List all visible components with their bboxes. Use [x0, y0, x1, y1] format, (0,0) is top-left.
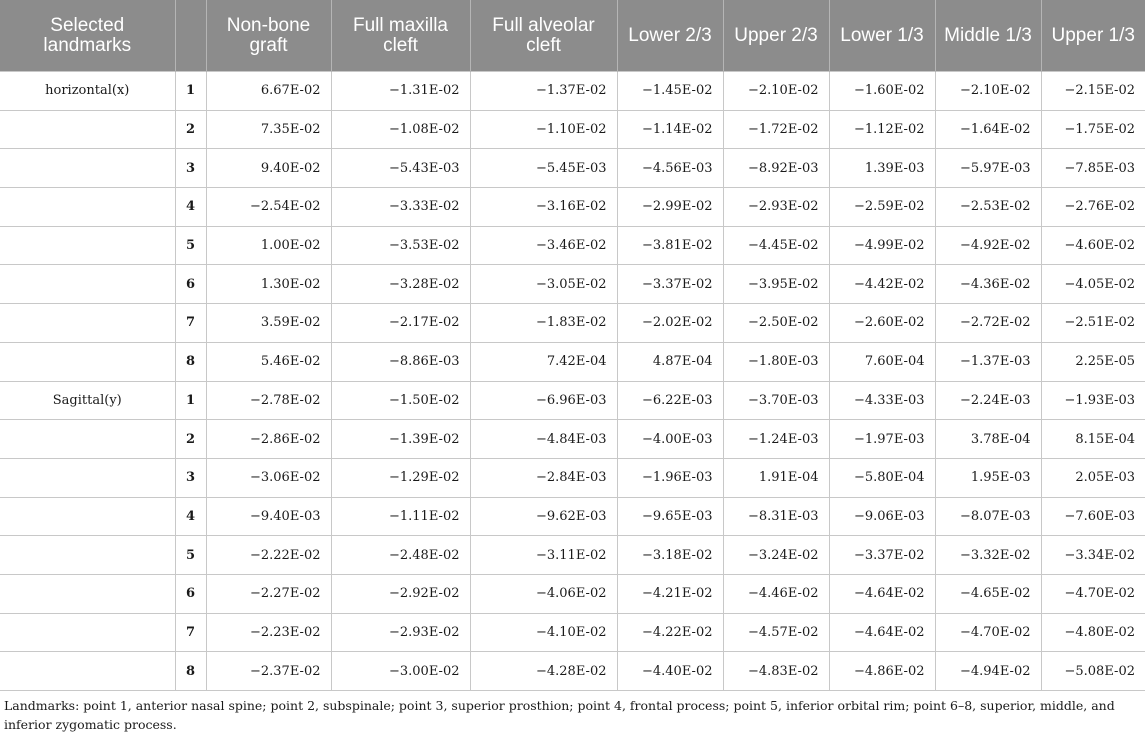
value-cell: −4.10E-02 — [470, 613, 617, 652]
value-cell: −1.50E-02 — [331, 381, 470, 420]
landmark-group-cell — [0, 149, 175, 188]
value-cell: 5.46E-02 — [206, 342, 331, 381]
table-footnote: Landmarks: point 1, anterior nasal spine; point 2, subspinale; point 3, superior prosthion; point 4, frontal process; point 5, inferior orbital rim; point 6–8, superior, middle, and inferior zygomatic process. — [4, 698, 1115, 732]
value-cell: 9.40E-02 — [206, 149, 331, 188]
value-cell: −4.60E-02 — [1041, 226, 1145, 265]
value-cell: 3.59E-02 — [206, 304, 331, 343]
table-row — [0, 613, 1145, 652]
value-cell: −4.80E-02 — [1041, 613, 1145, 652]
table-row — [0, 304, 1145, 343]
point-number-cell: 5 — [175, 536, 206, 575]
table-row — [0, 420, 1145, 459]
point-number-cell: 4 — [175, 497, 206, 536]
value-cell: −3.46E-02 — [470, 226, 617, 265]
value-cell: −1.14E-02 — [617, 110, 723, 149]
table-row — [0, 188, 1145, 227]
value-cell: −8.31E-03 — [723, 497, 829, 536]
header-selected-landmarks: Selected landmarks — [0, 0, 175, 72]
value-cell: −2.99E-02 — [617, 188, 723, 227]
value-cell: −2.78E-02 — [206, 381, 331, 420]
table-row — [0, 342, 1145, 381]
value-cell: −1.11E-02 — [331, 497, 470, 536]
point-number-cell: 8 — [175, 342, 206, 381]
landmark-group-cell — [0, 458, 175, 497]
landmark-group-cell — [0, 226, 175, 265]
table-row — [0, 110, 1145, 149]
value-cell: −7.85E-03 — [1041, 149, 1145, 188]
landmark-group-cell — [0, 536, 175, 575]
table-row — [0, 574, 1145, 613]
value-cell: −3.37E-02 — [617, 265, 723, 304]
table-row — [0, 149, 1145, 188]
value-cell: −2.53E-02 — [935, 188, 1041, 227]
value-cell: −6.22E-03 — [617, 381, 723, 420]
table-row — [0, 226, 1145, 265]
value-cell: −4.40E-02 — [617, 652, 723, 691]
value-cell: −4.46E-02 — [723, 574, 829, 613]
value-cell: −8.86E-03 — [331, 342, 470, 381]
point-number-cell: 2 — [175, 420, 206, 459]
point-number-cell: 4 — [175, 188, 206, 227]
value-cell: −2.59E-02 — [829, 188, 935, 227]
value-cell: 2.25E-05 — [1041, 342, 1145, 381]
landmark-group-cell — [0, 652, 175, 691]
value-cell: −4.84E-03 — [470, 420, 617, 459]
value-cell: −5.45E-03 — [470, 149, 617, 188]
table-row — [0, 536, 1145, 575]
point-number-cell: 1 — [175, 72, 206, 111]
header-lower-1-3: Lower 1/3 — [829, 0, 935, 72]
value-cell: 1.95E-03 — [935, 458, 1041, 497]
landmark-group-cell: horizontal(x) — [0, 72, 175, 111]
table-header — [0, 0, 1145, 72]
value-cell: −2.86E-02 — [206, 420, 331, 459]
table-row — [0, 72, 1145, 111]
value-cell: −1.75E-02 — [1041, 110, 1145, 149]
value-cell: 2.05E-03 — [1041, 458, 1145, 497]
value-cell: −8.07E-03 — [935, 497, 1041, 536]
value-cell: −2.92E-02 — [331, 574, 470, 613]
value-cell: −4.22E-02 — [617, 613, 723, 652]
point-number-cell: 5 — [175, 226, 206, 265]
value-cell: −1.37E-02 — [470, 72, 617, 111]
landmark-group-cell — [0, 342, 175, 381]
value-cell: −2.48E-02 — [331, 536, 470, 575]
value-cell: −1.83E-02 — [470, 304, 617, 343]
value-cell: −4.70E-02 — [1041, 574, 1145, 613]
value-cell: −4.86E-02 — [829, 652, 935, 691]
value-cell: −4.65E-02 — [935, 574, 1041, 613]
value-cell: −3.16E-02 — [470, 188, 617, 227]
value-cell: −3.32E-02 — [935, 536, 1041, 575]
landmark-group-cell — [0, 420, 175, 459]
landmark-group-cell — [0, 188, 175, 227]
value-cell: −1.08E-02 — [331, 110, 470, 149]
header-full-maxilla-cleft: Full maxilla cleft — [331, 0, 470, 72]
value-cell: −2.72E-02 — [935, 304, 1041, 343]
value-cell: −2.27E-02 — [206, 574, 331, 613]
landmark-group-cell — [0, 613, 175, 652]
value-cell: −4.05E-02 — [1041, 265, 1145, 304]
point-number-cell: 3 — [175, 149, 206, 188]
value-cell: −4.70E-02 — [935, 613, 1041, 652]
value-cell: 4.87E-04 — [617, 342, 723, 381]
value-cell: −3.95E-02 — [723, 265, 829, 304]
value-cell: −5.43E-03 — [331, 149, 470, 188]
value-cell: −9.65E-03 — [617, 497, 723, 536]
landmark-group-cell — [0, 304, 175, 343]
value-cell: −4.45E-02 — [723, 226, 829, 265]
header-full-alveolar-cleft: Full alveolar cleft — [470, 0, 617, 72]
point-number-cell: 7 — [175, 304, 206, 343]
value-cell: 1.39E-03 — [829, 149, 935, 188]
value-cell: −3.18E-02 — [617, 536, 723, 575]
value-cell: −3.53E-02 — [331, 226, 470, 265]
value-cell: −4.21E-02 — [617, 574, 723, 613]
value-cell: −2.37E-02 — [206, 652, 331, 691]
value-cell: −3.28E-02 — [331, 265, 470, 304]
value-cell: −1.24E-03 — [723, 420, 829, 459]
table-row — [0, 652, 1145, 691]
value-cell: −1.12E-02 — [829, 110, 935, 149]
value-cell: −5.80E-04 — [829, 458, 935, 497]
value-cell: −1.39E-02 — [331, 420, 470, 459]
value-cell: −1.72E-02 — [723, 110, 829, 149]
value-cell: −1.60E-02 — [829, 72, 935, 111]
point-number-cell: 1 — [175, 381, 206, 420]
value-cell: −4.83E-02 — [723, 652, 829, 691]
value-cell: −3.81E-02 — [617, 226, 723, 265]
point-number-cell: 2 — [175, 110, 206, 149]
value-cell: −8.92E-03 — [723, 149, 829, 188]
value-cell: −2.02E-02 — [617, 304, 723, 343]
point-number-cell: 6 — [175, 574, 206, 613]
table-row — [0, 458, 1145, 497]
value-cell: −2.84E-03 — [470, 458, 617, 497]
value-cell: −4.56E-03 — [617, 149, 723, 188]
value-cell: −9.40E-03 — [206, 497, 331, 536]
point-number-cell: 7 — [175, 613, 206, 652]
value-cell: −1.97E-03 — [829, 420, 935, 459]
value-cell: −1.37E-03 — [935, 342, 1041, 381]
landmark-group-cell — [0, 265, 175, 304]
value-cell: −2.93E-02 — [331, 613, 470, 652]
value-cell: 7.60E-04 — [829, 342, 935, 381]
value-cell: −1.31E-02 — [331, 72, 470, 111]
table-row — [0, 381, 1145, 420]
table-body — [0, 72, 1145, 691]
value-cell: −4.57E-02 — [723, 613, 829, 652]
value-cell: −4.33E-03 — [829, 381, 935, 420]
value-cell: −2.10E-02 — [935, 72, 1041, 111]
value-cell: 1.91E-04 — [723, 458, 829, 497]
value-cell: −3.34E-02 — [1041, 536, 1145, 575]
table-row — [0, 497, 1145, 536]
value-cell: −2.76E-02 — [1041, 188, 1145, 227]
value-cell: −3.24E-02 — [723, 536, 829, 575]
landmark-group-cell: Sagittal(y) — [0, 381, 175, 420]
value-cell: −2.93E-02 — [723, 188, 829, 227]
value-cell: −6.96E-03 — [470, 381, 617, 420]
header-lower-2-3: Lower 2/3 — [617, 0, 723, 72]
value-cell: 8.15E-04 — [1041, 420, 1145, 459]
point-number-cell: 8 — [175, 652, 206, 691]
value-cell: −2.17E-02 — [331, 304, 470, 343]
value-cell: −1.64E-02 — [935, 110, 1041, 149]
value-cell: −3.11E-02 — [470, 536, 617, 575]
value-cell: −2.23E-02 — [206, 613, 331, 652]
value-cell: −3.70E-03 — [723, 381, 829, 420]
point-number-cell: 3 — [175, 458, 206, 497]
value-cell: −7.60E-03 — [1041, 497, 1145, 536]
value-cell: −4.28E-02 — [470, 652, 617, 691]
value-cell: −2.15E-02 — [1041, 72, 1145, 111]
value-cell: −3.37E-02 — [829, 536, 935, 575]
value-cell: −2.54E-02 — [206, 188, 331, 227]
value-cell: −5.08E-02 — [1041, 652, 1145, 691]
value-cell: −3.33E-02 — [331, 188, 470, 227]
point-number-cell: 6 — [175, 265, 206, 304]
header-point — [175, 0, 206, 72]
value-cell: −2.10E-02 — [723, 72, 829, 111]
value-cell: −9.62E-03 — [470, 497, 617, 536]
value-cell: −1.96E-03 — [617, 458, 723, 497]
value-cell: −2.51E-02 — [1041, 304, 1145, 343]
header-upper-2-3: Upper 2/3 — [723, 0, 829, 72]
value-cell: −4.06E-02 — [470, 574, 617, 613]
value-cell: −3.06E-02 — [206, 458, 331, 497]
value-cell: −1.10E-02 — [470, 110, 617, 149]
value-cell: −4.94E-02 — [935, 652, 1041, 691]
header-middle-1-3: Middle 1/3 — [935, 0, 1041, 72]
value-cell: −1.29E-02 — [331, 458, 470, 497]
value-cell: 7.35E-02 — [206, 110, 331, 149]
landmark-group-cell — [0, 574, 175, 613]
header-non-bone-graft: Non-bone graft — [206, 0, 331, 72]
value-cell: −2.22E-02 — [206, 536, 331, 575]
value-cell: −2.60E-02 — [829, 304, 935, 343]
value-cell: −2.50E-02 — [723, 304, 829, 343]
value-cell: −4.00E-03 — [617, 420, 723, 459]
value-cell: −1.80E-03 — [723, 342, 829, 381]
value-cell: 1.30E-02 — [206, 265, 331, 304]
landmark-group-cell — [0, 110, 175, 149]
value-cell: −3.00E-02 — [331, 652, 470, 691]
value-cell: 1.00E-02 — [206, 226, 331, 265]
value-cell: 6.67E-02 — [206, 72, 331, 111]
value-cell: −9.06E-03 — [829, 497, 935, 536]
value-cell: −1.45E-02 — [617, 72, 723, 111]
table-row — [0, 265, 1145, 304]
value-cell: −2.24E-03 — [935, 381, 1041, 420]
value-cell: −5.97E-03 — [935, 149, 1041, 188]
value-cell: −1.93E-03 — [1041, 381, 1145, 420]
value-cell: 3.78E-04 — [935, 420, 1041, 459]
value-cell: −4.99E-02 — [829, 226, 935, 265]
header-upper-1-3: Upper 1/3 — [1041, 0, 1145, 72]
value-cell: −4.64E-02 — [829, 574, 935, 613]
value-cell: −3.05E-02 — [470, 265, 617, 304]
value-cell: −4.92E-02 — [935, 226, 1041, 265]
value-cell: −4.64E-02 — [829, 613, 935, 652]
value-cell: −4.36E-02 — [935, 265, 1041, 304]
value-cell: −4.42E-02 — [829, 265, 935, 304]
value-cell: 7.42E-04 — [470, 342, 617, 381]
landmark-group-cell — [0, 497, 175, 536]
